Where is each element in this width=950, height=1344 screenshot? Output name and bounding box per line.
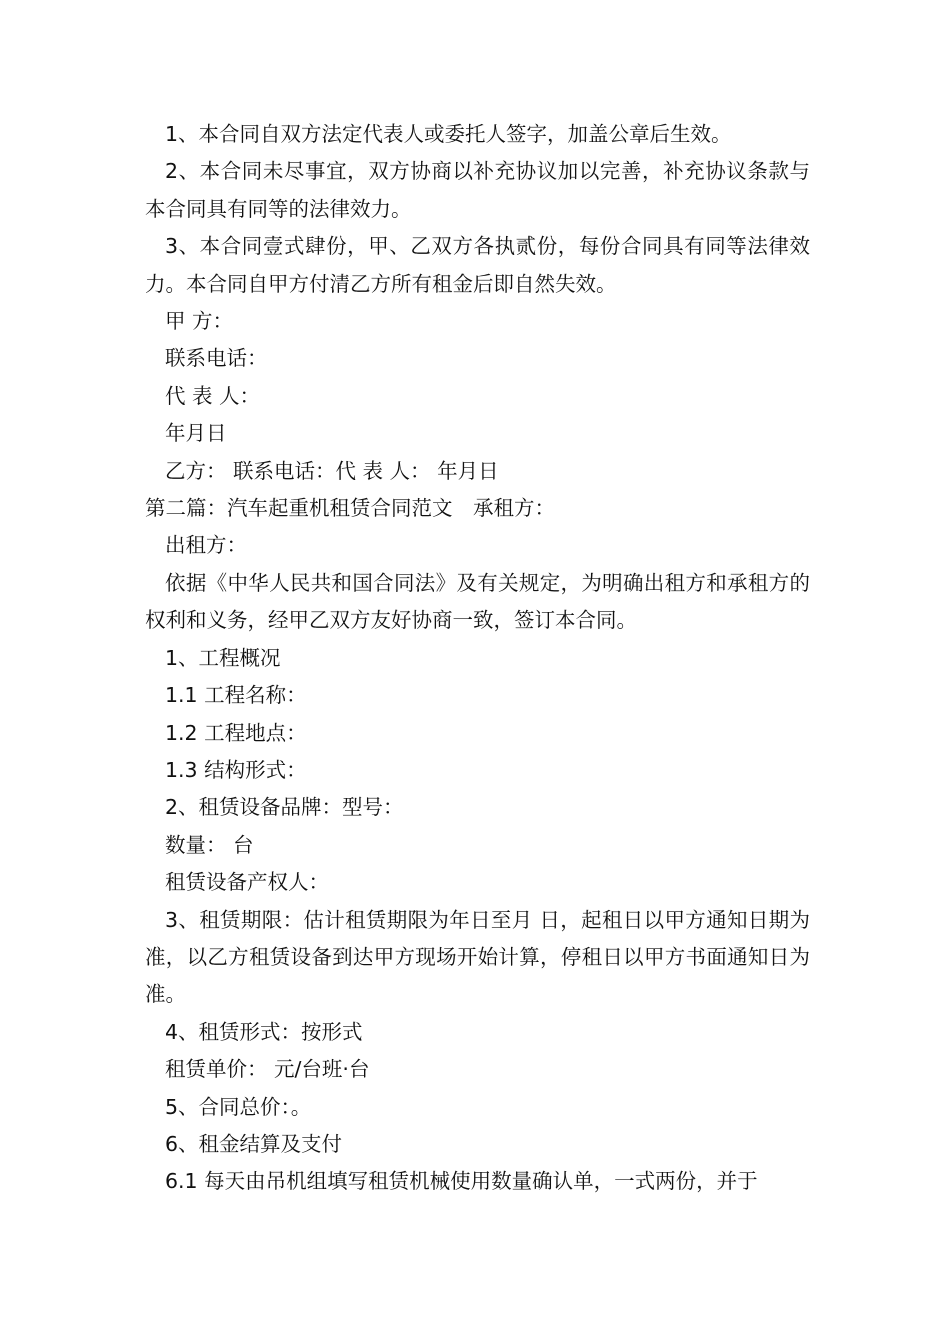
equipment-quantity: 数量： 台 xyxy=(165,832,254,857)
party-b-signature-line: 乙方： 联系电话：代 表 人： 年月日 xyxy=(165,458,499,483)
clause-3-copies: 3、本合同壹式肆份，甲、乙双方各执贰份，每份合同具有同等法律效力。本合同自甲方付清乙方所有租金后即自然失效。 xyxy=(145,234,810,296)
section-2-equipment-brand: 2、租赁设备品牌：型号： xyxy=(165,795,404,820)
preamble-paragraph: 依据《中华人民共和国合同法》及有关规定，为明确出租方和承租方的权利和义务，经甲乙双方友好协商一致，签订本合同。 xyxy=(145,570,810,633)
document-body xyxy=(145,116,810,1201)
item-1-1-project-name: 1.1 工程名称： xyxy=(165,683,307,708)
party-a-representative-label: 代 表 人： xyxy=(165,383,261,408)
clause-1-effective: 1、本合同自双方法定代表人或委托人签字，加盖公章后生效。 xyxy=(165,122,732,146)
section-5-total-price: 5、合同总价：。 xyxy=(165,1094,312,1119)
party-a-label: 甲 方： xyxy=(165,309,234,334)
lessor-label: 出租方： xyxy=(165,533,247,558)
section-heading-second-article: 第二篇：汽车起重机租赁合同范文 承租方： xyxy=(145,496,555,521)
item-1-3-structure-type: 1.3 结构形式： xyxy=(165,757,307,782)
clause-2-supplement: 2、本合同未尽事宜，双方协商以补充协议加以完善，补充协议条款与本合同具有同等的法律效力。 xyxy=(145,159,810,221)
party-a-phone-label: 联系电话： xyxy=(165,346,268,371)
section-1-project-overview: 1、工程概况 xyxy=(165,645,281,670)
item-1-2-project-location: 1.2 工程地点： xyxy=(165,720,307,745)
section-4-lease-form: 4、租赁形式：按形式 xyxy=(165,1019,363,1044)
equipment-owner: 租赁设备产权人： xyxy=(165,870,329,895)
party-a-date-label: 年月日 xyxy=(165,421,227,446)
item-6-1-daily-confirmation: 6.1 每天由吊机组填写租赁机械使用数量确认单，一式两份，并于 xyxy=(165,1169,758,1194)
section-6-rent-settlement: 6、租金结算及支付 xyxy=(165,1131,343,1156)
lease-unit-price: 租赁单价： 元/台班·台 xyxy=(165,1057,370,1082)
section-3-lease-term: 3、租赁期限：估计租赁期限为年日至月 日，起租日以甲方通知日期为准，以乙方租赁设备到达甲方现场开始计算，停租日以甲方书面通知日为准。 xyxy=(145,907,810,1007)
